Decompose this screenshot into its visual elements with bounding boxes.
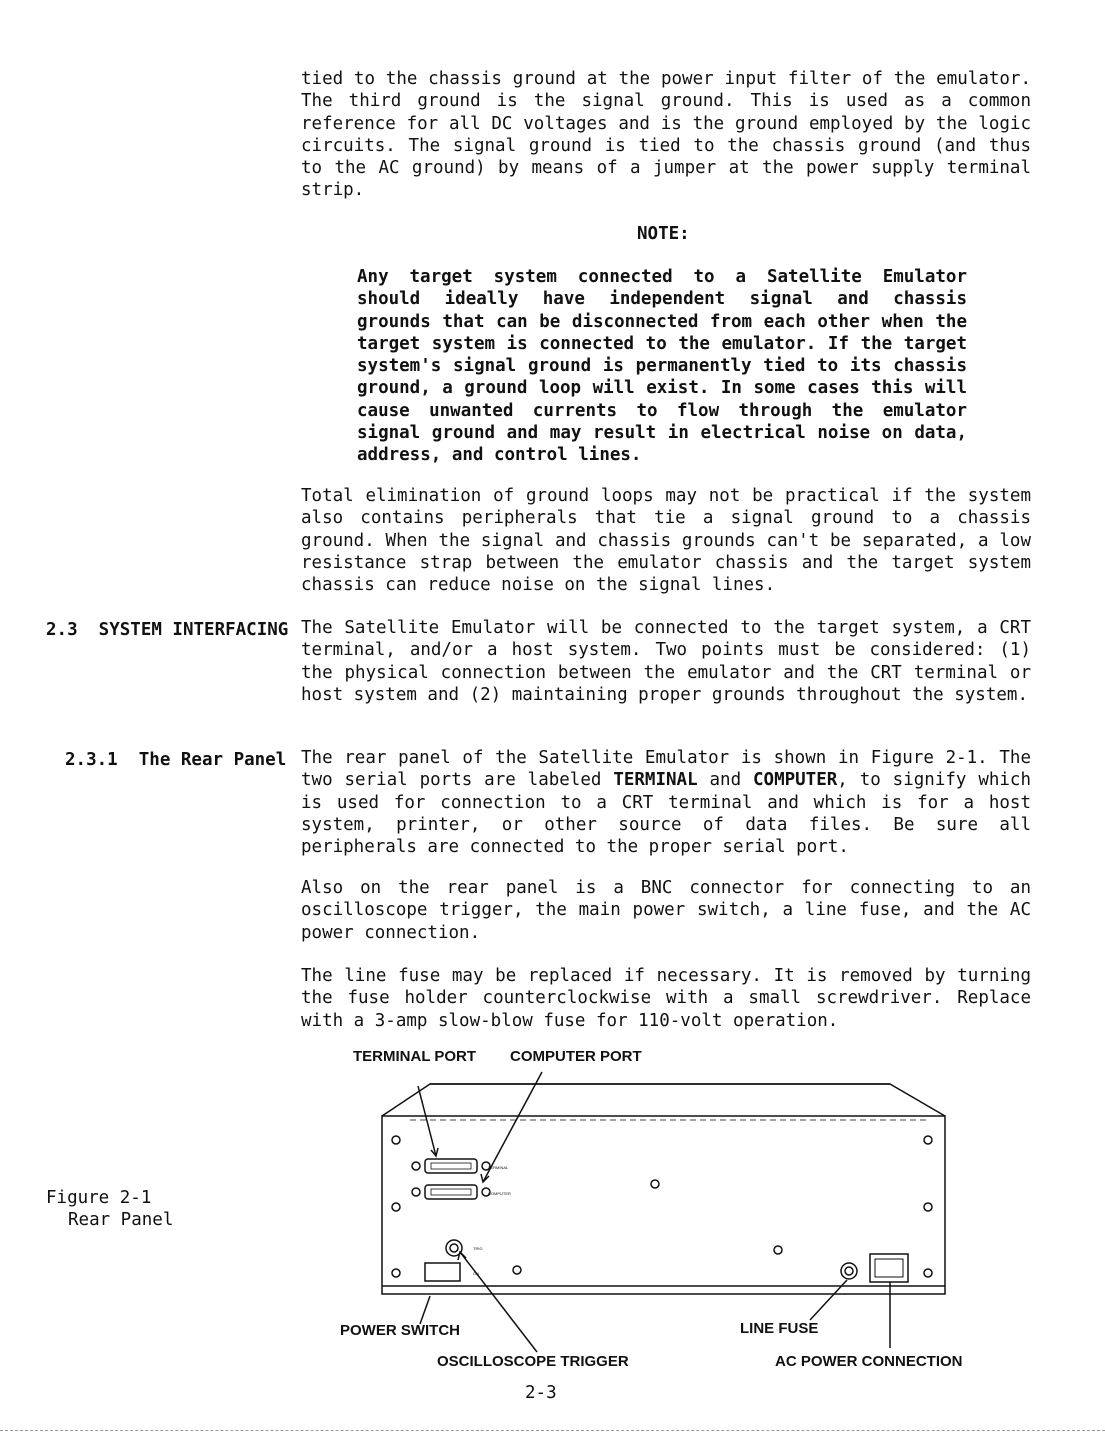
screw-icon [651, 1180, 659, 1188]
scan-edge-line [0, 1430, 1105, 1431]
screw-icon [392, 1203, 400, 1211]
panel-terminal-text: TERMINAL [488, 1165, 509, 1170]
screw-icon [513, 1266, 521, 1274]
section-heading-2-3: 2.3 SYSTEM INTERFACING [46, 620, 289, 640]
label-power-switch: POWER SWITCH [340, 1322, 460, 1339]
terminal-connector-icon [425, 1159, 477, 1173]
label-computer-port: COMPUTER PORT [510, 1048, 642, 1065]
panel-on-text: ON [473, 1271, 479, 1276]
section-heading-2-3-1: 2.3.1 The Rear Panel [65, 750, 287, 770]
line-fuse-icon [841, 1263, 857, 1279]
ac-power-socket-icon [870, 1254, 908, 1282]
computer-term: COMPUTER [753, 770, 838, 791]
paragraph-ground-loops: Total elimination of ground loops may not be practical if the system also contains peripherals that tie a signal ground to a chassis ground. When the signal and chassis grounds can't be separated, a low resistance strap between the emulator chassis and the target system chassis can reduce noise on the signal lines. [301, 486, 1031, 596]
label-ac-power-connection: AC POWER CONNECTION [775, 1353, 963, 1370]
screw-icon [924, 1269, 932, 1277]
rear-panel-paragraph-3: The line fuse may be replaced if necessary. It is removed by turning the fuse holder counterclockwise with a small screwdriver. Replace with a 3-amp slow-blow fuse for 110-volt operation. [301, 966, 1031, 1031]
panel-trig-text: TRIG [473, 1246, 483, 1251]
screw-icon [392, 1269, 400, 1277]
terminal-term: TERMINAL [613, 770, 698, 791]
label-line-fuse: LINE FUSE [740, 1320, 819, 1337]
panel-body [382, 1116, 945, 1294]
rear-panel-diagram [370, 1070, 970, 1360]
power-switch-icon [425, 1263, 460, 1281]
figure-caption [46, 1187, 173, 1232]
label-oscilloscope-trigger: OSCILLOSCOPE TRIGGER [437, 1353, 629, 1370]
section-2-3-text: The Satellite Emulator will be connected to the target system, a CRT terminal, and/or a host system. Two points must be considered: (1) the physical connection between the emulator and the CRT terminal or host system and (2) maintaining proper grounds throughout the system. [301, 618, 1031, 705]
figure-title: Rear Panel [68, 1210, 174, 1231]
screw-icon [924, 1136, 932, 1144]
screw-icon [774, 1246, 782, 1254]
screw-icon [924, 1203, 932, 1211]
label-terminal-port: TERMINAL PORT [353, 1048, 477, 1065]
paragraph-ground-intro: tied to the chassis ground at the power input filter of the emulator. The third ground is the signal ground. This is used as a common reference for all DC voltages and is the ground employed by the logic circuits. The signal ground is tied to the chassis ground (and thus to the AC ground) by means of a jumper at the power supply terminal strip. [301, 69, 1031, 201]
screw-icon [392, 1136, 400, 1144]
computer-connector-icon [425, 1185, 477, 1199]
figure-number: Figure 2-1 [46, 1188, 152, 1208]
page-number: 2-3 [525, 1383, 557, 1403]
panel-top-edge [382, 1084, 945, 1116]
note-body: Any target system connected to a Satellite Emulator should ideally have independent signal and chassis grounds that can be disconnected from each other when the target system is connected to the emulator. If the target system's signal ground is permanently tied to its chassis ground, a ground loop will exist. In some cases this will cause unwanted currents to flow through the emulator signal ground and may result in electrical noise on data, address, and control lines. [357, 267, 967, 466]
rear-panel-paragraph-2: Also on the rear panel is a BNC connector for connecting to an oscilloscope trigger, the main power switch, a line fuse, and the AC power connection. [301, 878, 1031, 943]
panel-computer-text: COMPUTER [488, 1191, 511, 1196]
note-title: NOTE: [637, 224, 690, 244]
rear-panel-paragraph-1: The rear panel of the Satellite Emulator is shown in Figure 2-1. The two serial ports are labeled TERMINAL and COMPUTER, to signify which is used for connection to a CRT terminal and which is for a host system, printer, or other source of data files. Be sure all peripherals are connected to the proper serial port. [301, 748, 1031, 858]
